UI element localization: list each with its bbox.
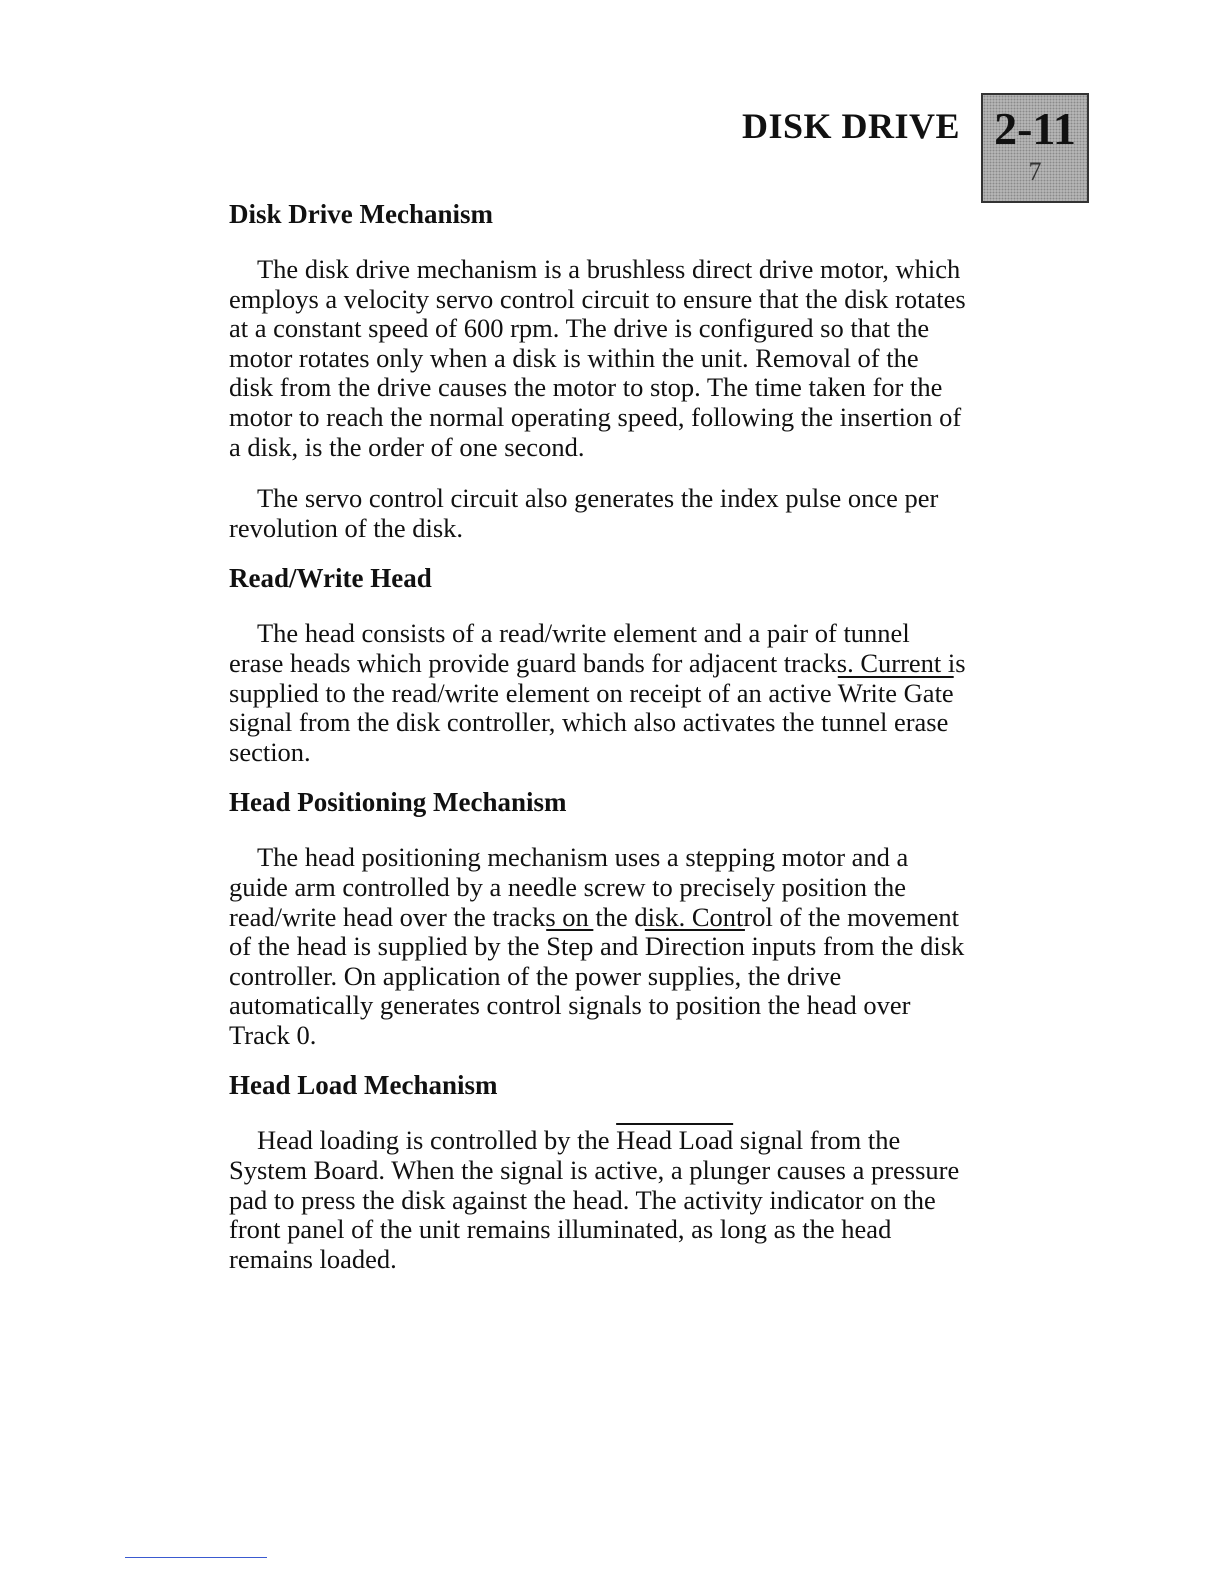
section-heading: Read/Write Head bbox=[229, 563, 432, 594]
footer-rule bbox=[125, 1557, 267, 1558]
signal-name-head-load: Head Load bbox=[616, 1125, 734, 1156]
text-run: The head positioning mechanism uses a stepping motor and a guide arm controlled by a needle screw to precisely position the read/write head over the tracks on the disk. Control of the movement of the head is supplied by the bbox=[229, 842, 960, 962]
paragraph bbox=[229, 1126, 969, 1274]
signal-name-write-gate: Write Gate bbox=[837, 677, 954, 708]
paragraph bbox=[229, 619, 969, 767]
section-disk-drive-mechanism bbox=[229, 196, 969, 543]
text-run: signal from the disk controller, which also activates the tunnel erase section. bbox=[229, 707, 949, 767]
signal-name-direction: Direction bbox=[644, 931, 745, 962]
section-number: 2-11 bbox=[994, 103, 1076, 154]
paragraph: The servo control circuit also generates the index pulse once per revolution of the disk. bbox=[229, 483, 939, 543]
text-run: inputs from the disk controller. On application of the power supplies, the drive automatically generates control signals to position the head over Track 0. bbox=[229, 931, 965, 1050]
section-subnumber: 7 bbox=[1028, 157, 1042, 186]
section-heading: Disk Drive Mechanism bbox=[229, 199, 493, 229]
section-heading: Head Load Mechanism bbox=[229, 1070, 498, 1101]
section-heading: Head Positioning Mechanism bbox=[229, 787, 567, 818]
text-run: The head consists of a read/write element and a pair of tunnel erase heads which provide guard bands for adjacent tracks. Current is supplied to the read/write element on receipt of an active bbox=[229, 618, 966, 708]
text-run: and bbox=[593, 931, 645, 962]
section-head-positioning-mechanism bbox=[229, 784, 969, 1050]
page-content bbox=[229, 196, 969, 1296]
paragraph: The disk drive mechanism is a brushless direct drive motor, which employs a velocity servo control circuit to ensure that the disk rotates at a constant speed of 600 rpm. The drive is configured so that the motor rotates only when a disk is within the unit. Removal of the disk from the drive causes the motor to stop. The time taken for the motor to reach the normal operating speed, following the insertion of a disk, is the order of one second. bbox=[229, 254, 966, 462]
chapter-title: DISK DRIVE bbox=[741, 106, 960, 146]
section-read-write-head bbox=[229, 560, 969, 767]
signal-name-step: Step bbox=[546, 931, 594, 962]
text-run: signal from the System Board. When the signal is active, a plunger causes a pressure pad to press the disk against the head. The activity indicator on the front panel of the unit remains illuminated, as long as the head remains loaded. bbox=[229, 1125, 960, 1274]
text-run: Head loading is controlled by the bbox=[257, 1125, 617, 1156]
section-tab-badge bbox=[981, 93, 1089, 203]
section-head-load-mechanism bbox=[229, 1067, 969, 1274]
paragraph bbox=[229, 843, 969, 1050]
